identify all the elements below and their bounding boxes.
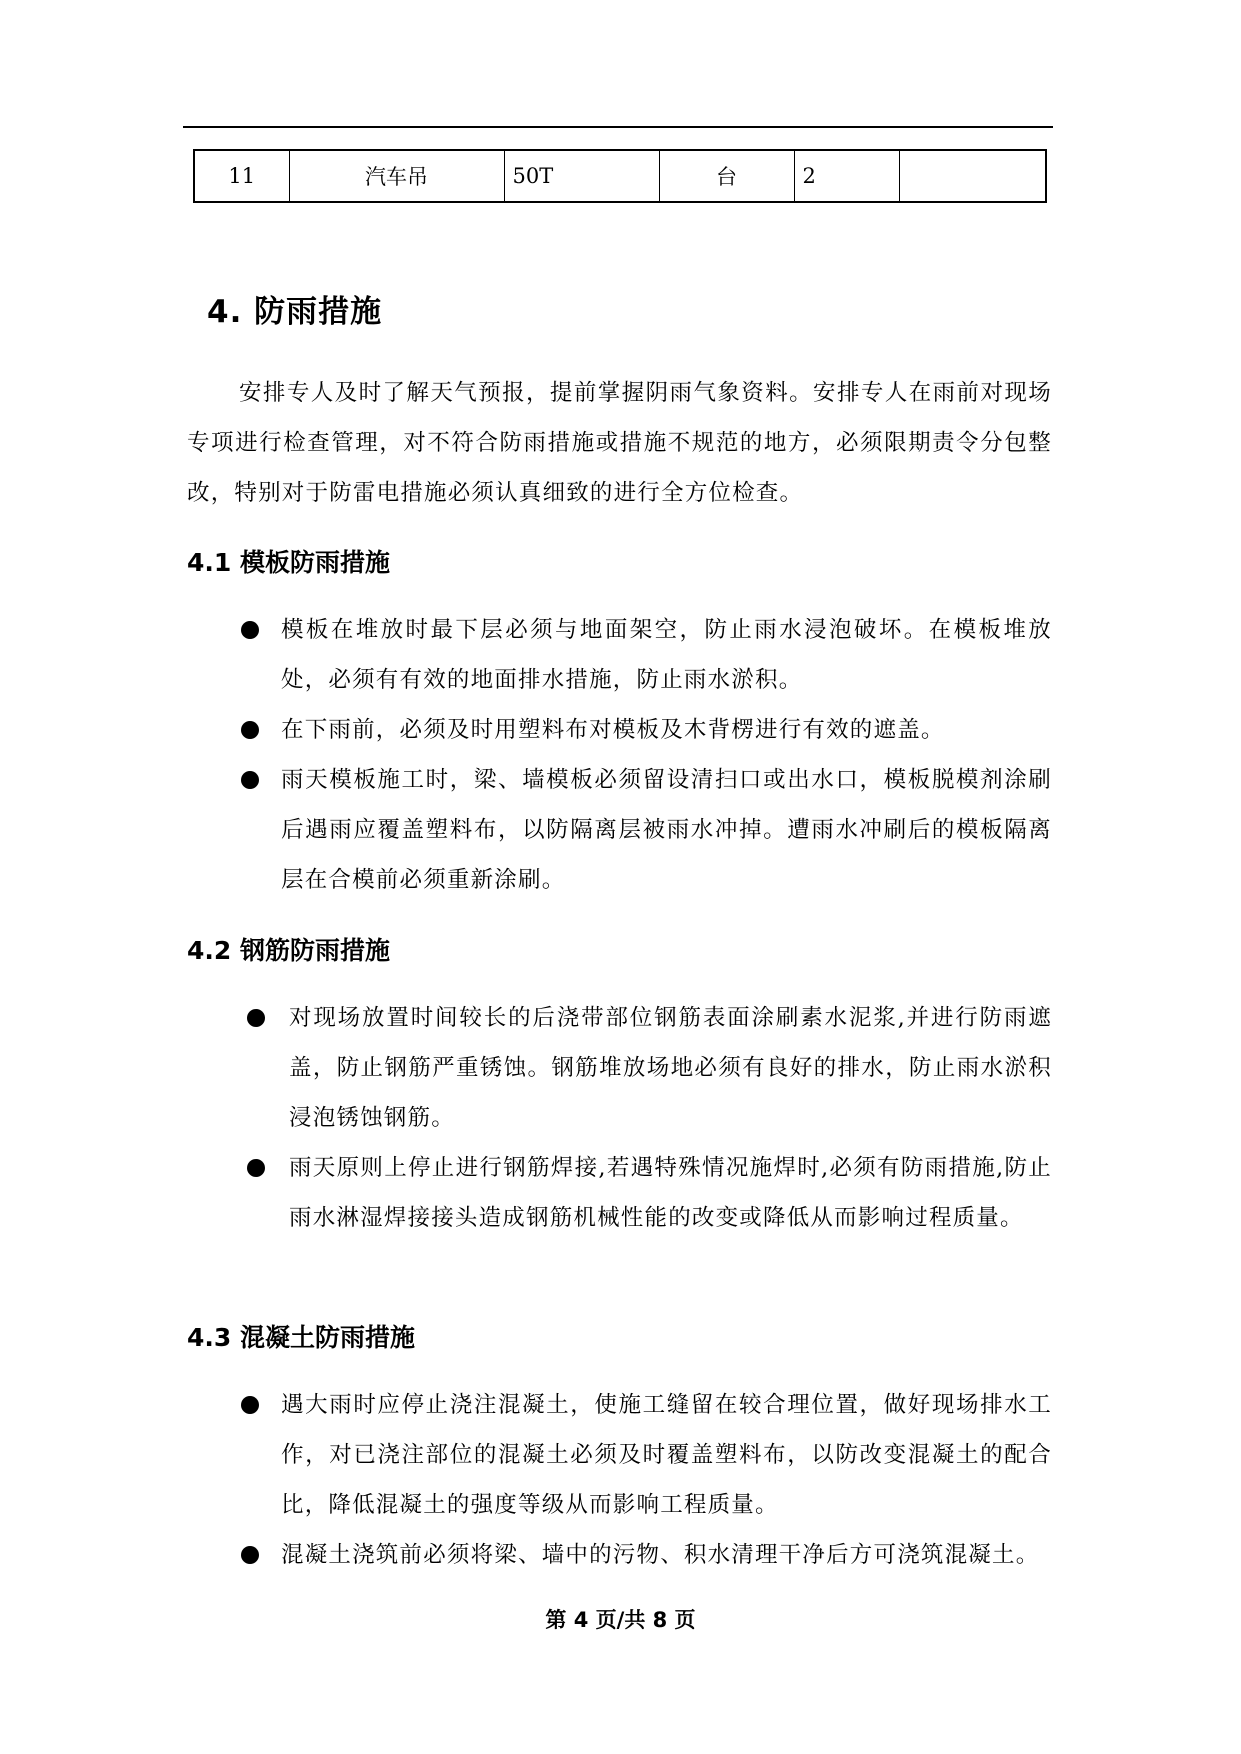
bullet-icon — [241, 1396, 259, 1414]
list-item: 模板在堆放时最下层必须与地面架空，防止雨水浸泡破坏。在模板堆放处，必须有有效的地面排水措施，防止雨水淤积。 — [281, 617, 1052, 693]
table-row — [194, 150, 1046, 202]
list-item: 雨天模板施工时，梁、墙模板必须留设清扫口或出水口，模板脱模剂涂刷后遇雨应覆盖塑料布，以防隔离层被雨水冲掉。遭雨水冲刷后的模板隔离层在合模前必须重新涂刷。 — [281, 767, 1052, 893]
list-item: 在下雨前，必须及时用塑料布对模板及木背楞进行有效的遮盖。 — [281, 717, 945, 743]
bullet-icon — [241, 621, 259, 639]
section-4-intro: 安排专人及时了解天气预报，提前掌握阴雨气象资料。安排专人在雨前对现场专项进行检查管理，对不符合防雨措施或措施不规范的地方，必须限期责令分包整改，特别对于防雷电措施必须认真细致的进行全方位检查。 — [187, 380, 1052, 506]
page-number: 第 4 页/共 8 页 — [545, 1608, 696, 1632]
bullet-icon — [247, 1159, 265, 1177]
bullet-icon — [241, 1546, 259, 1564]
list-item: 雨天原则上停止进行钢筋焊接,若遇特殊情况施焊时,必须有防雨措施,防止雨水淋湿焊接接头造成钢筋机械性能的改变或降低从而影响过程质量。 — [289, 1155, 1052, 1231]
bullet-icon — [241, 771, 259, 789]
cell-index: 11 — [194, 150, 289, 202]
list-item: 遇大雨时应停止浇注混凝土，使施工缝留在较合理位置，做好现场排水工作，对已浇注部位的混凝土必须及时覆盖塑料布，以防改变混凝土的配合比，降低混凝土的强度等级从而影响工程质量。 — [281, 1392, 1052, 1518]
section-4-1-heading: 4.1 模板防雨措施 — [187, 548, 390, 577]
cell-unit: 台 — [659, 150, 794, 202]
list-item: 对现场放置时间较长的后浇带部位钢筋表面涂刷素水泥浆,并进行防雨遮盖，防止钢筋严重锈蚀。钢筋堆放场地必须有良好的排水，防止雨水淤积浸泡锈蚀钢筋。 — [289, 1005, 1052, 1131]
section-4-3-heading: 4.3 混凝土防雨措施 — [187, 1323, 415, 1352]
list-item: 混凝土浇筑前必须将梁、墙中的污物、积水清理干净后方可浇筑混凝土。 — [281, 1542, 1040, 1568]
bullet-icon — [241, 721, 259, 739]
section-4-2-heading: 4.2 钢筋防雨措施 — [187, 936, 390, 965]
bullet-icon — [247, 1009, 265, 1027]
cell-name: 汽车吊 — [289, 150, 504, 202]
header-rule — [183, 126, 1053, 128]
section-4-heading: 4. 防雨措施 — [207, 294, 383, 330]
cell-qty: 2 — [794, 150, 899, 202]
cell-remark — [899, 150, 1046, 202]
equipment-table — [193, 149, 1047, 203]
cell-spec: 50T — [504, 150, 659, 202]
